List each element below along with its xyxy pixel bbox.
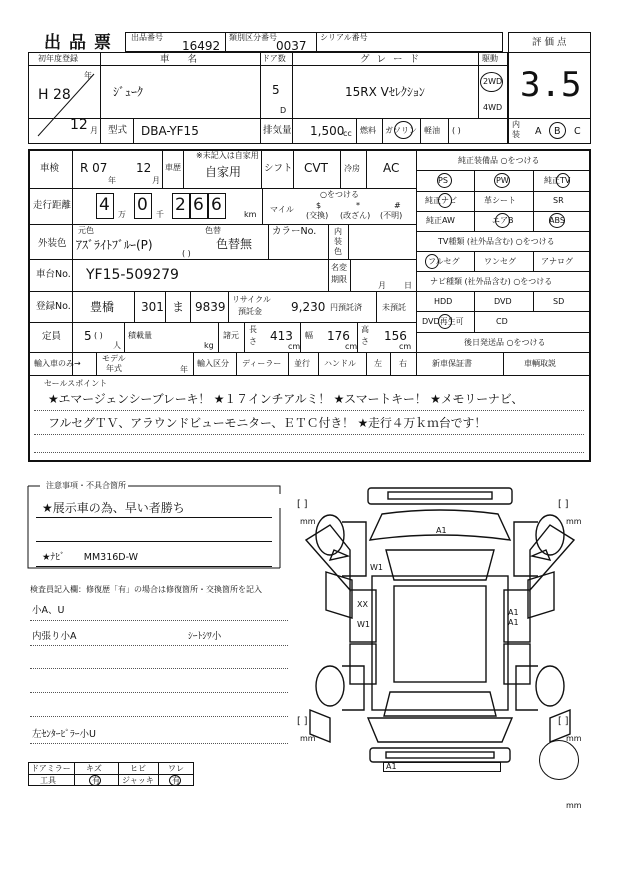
tv-fullseg-circle-mark	[425, 254, 439, 269]
displacement-value: 1,500	[310, 124, 345, 138]
fuel-gas-circle-mark	[394, 121, 413, 139]
equip-pw: PW	[496, 176, 509, 185]
interior-grade-b: B	[554, 126, 561, 137]
width-unit: cm	[345, 342, 358, 351]
doors-label: ドア数	[262, 54, 286, 63]
interior-color-label-2: 装	[334, 237, 342, 246]
shift-value: CVT	[304, 161, 328, 175]
height-label-1: 高	[361, 325, 369, 334]
color-swap-paren: ( )	[182, 249, 191, 258]
recycle-not-deposited: 未預託	[382, 303, 406, 312]
length-unit: cm	[288, 342, 301, 351]
tv-fullseg: フルセグ	[428, 257, 460, 266]
equip-airbag-circle-mark	[495, 213, 510, 228]
length-label-2: さ	[249, 337, 257, 346]
interior-grade-a: A	[535, 126, 542, 137]
first-reg-month-unit: 月	[90, 126, 98, 135]
equip-ps: PS	[438, 176, 448, 185]
interior-label-2: 装	[512, 130, 520, 139]
navi-sd: SD	[553, 297, 565, 306]
chassis-value: YF15-509279	[86, 267, 179, 283]
notes-label: 注意事項・不具合箇所	[46, 481, 126, 490]
spare-tire-unit: mm	[566, 801, 582, 810]
navi-title: ナビ種類 (社外品含む) ○をつける	[430, 277, 553, 286]
interior-color-label-1: 内	[334, 227, 342, 236]
legend-jack: ジャッキ	[122, 776, 154, 785]
diagram-label-a1-rear: A1	[386, 762, 397, 771]
car-name-value: ｼﾞｭｰｸ	[113, 85, 144, 99]
color-swap-label: 色替	[205, 226, 221, 235]
length-label-1: 長	[249, 325, 257, 334]
first-reg-era: H 28	[38, 87, 71, 103]
recycle-label-1: リサイクル	[232, 295, 271, 304]
navi-cd: CD	[496, 317, 508, 326]
handle-right: 右	[399, 359, 407, 368]
interior-color-label-3: 色	[334, 247, 342, 256]
rear-bumper-damage-box	[383, 762, 501, 772]
mileage-km-unit: km	[244, 210, 257, 219]
history-label: 車歴	[165, 163, 181, 172]
legend-jack-circle-mark	[169, 775, 181, 786]
orig-color-value: ｱｽﾞﾗｲﾄﾌﾞﾙｰ(P)	[76, 238, 153, 252]
drive-label: 駆動	[482, 54, 498, 63]
equip-airbag: エアB	[492, 216, 514, 225]
tread-rear-left-unit: mm	[300, 734, 316, 743]
serial-number-label: シリアル番号	[320, 33, 368, 42]
model-label: 型式	[108, 125, 128, 136]
model-year-label-1: モデル	[102, 354, 126, 363]
fuel-other: ( )	[452, 126, 461, 135]
class-number-label: 類別区分番号	[229, 33, 277, 42]
inspector-line-2a: 内張り小A	[32, 631, 77, 642]
length-value: 413	[270, 329, 293, 343]
legend-broken: ワレ	[168, 764, 184, 773]
rename-day: 日	[404, 281, 412, 290]
registration-region: 豊橋	[90, 300, 115, 314]
notes-line-1: ★展示車の為、早い者勝ち	[42, 501, 185, 515]
sales-line-2: フルセグＴＶ、アラウンドビューモニター、ＥＴＣ付き！ ★走行４万ｋｍ台です！	[48, 416, 487, 430]
mileage-digit-1: 4	[99, 195, 110, 215]
exterior-label: 外装色	[38, 238, 67, 249]
legend-tool-circle-mark	[89, 775, 101, 786]
spare-tire-circle	[539, 740, 579, 780]
grade-value: 15RX Vｾﾚｸｼｮﾝ	[345, 85, 425, 99]
score-value: 3.5	[520, 65, 582, 105]
later-warranty: 新車保証書	[432, 359, 472, 368]
legend-mirror: ドアミラー	[31, 764, 71, 773]
color-swap-value: 色替無	[216, 237, 253, 251]
interior-b-circle-mark	[549, 122, 566, 139]
tread-rear-right-unit: mm	[566, 734, 582, 743]
inspector-line-last: 左ｾﾝﾀｰﾋﾟﾗｰ小U	[32, 729, 96, 740]
equip-navi: 純正ナビ	[425, 196, 457, 205]
legend-jack-has: 有	[172, 776, 180, 785]
ac-value: AC	[383, 161, 400, 175]
equip-tv: 純正TV	[544, 176, 571, 185]
later-manual: 車輌取説	[524, 359, 556, 368]
equip-tv-circle-mark	[556, 173, 570, 188]
capacity-paren: ( )	[94, 331, 103, 340]
diagram-label-xx: XX	[357, 600, 368, 609]
ac-label: 冷房	[344, 164, 360, 173]
diagram-label-a1-right-2: A1	[508, 618, 519, 627]
model-year-label-2: 年式	[106, 364, 122, 373]
inspection-month: 12	[136, 161, 152, 175]
equip-pw-circle-mark	[494, 173, 510, 188]
equip-ps-circle-mark	[437, 173, 452, 188]
drive-2wd: 2WD	[483, 77, 503, 86]
height-value: 156	[384, 329, 407, 343]
inspection-label: 車検	[40, 163, 60, 174]
width-value: 176	[327, 329, 350, 343]
height-unit: cm	[399, 342, 412, 351]
mileage-man-unit: 万	[118, 210, 126, 219]
inspection-month-unit: 月	[152, 176, 160, 185]
navi-dvd-circle-mark	[438, 314, 452, 329]
mile-label: マイル	[270, 205, 294, 214]
import-parallel: 並行	[294, 359, 310, 368]
chassis-label: 車台No.	[36, 269, 71, 280]
interior-label-1: 内	[512, 120, 520, 129]
inspector-note: 検査員記入欄：修復歴「有」の場合は修復箇所・交換箇所を記入	[30, 585, 262, 594]
car-name-label: 車名	[160, 54, 216, 65]
diagram-label-a1-right-1: A1	[508, 608, 519, 617]
model-value: DBA-YF15	[141, 124, 199, 138]
diagram-label-w1-left: W1	[370, 563, 383, 572]
drive-2wd-circle-mark	[480, 72, 503, 92]
capacity-unit: 人	[113, 341, 121, 350]
tread-rear-left-bracket: [ ]	[297, 716, 308, 727]
tread-front-left-bracket: [ ]	[297, 499, 308, 510]
handle-label: ハンドル	[324, 359, 356, 368]
mileage-digit-4: 6	[193, 195, 204, 215]
history-value: 自家用	[205, 165, 242, 179]
registration-kana: ま	[172, 300, 185, 314]
recycle-label-2: 預託金	[238, 307, 262, 316]
rename-label-1: 名変	[331, 263, 347, 272]
fuel-gasoline: ガソリン	[385, 126, 417, 135]
capacity-value: 5	[84, 329, 92, 343]
height-label-2: さ	[361, 337, 369, 346]
mileage-label: 走行距離	[33, 200, 72, 211]
mileage-digit-5: 6	[211, 195, 222, 215]
equip-abs: ABS	[549, 216, 565, 225]
first-reg-year-unit: 年	[84, 71, 92, 80]
orig-color-label: 元色	[78, 226, 94, 235]
drive-4wd: 4WD	[483, 103, 503, 112]
tv-title: TV種類 (社外品含む) ○をつける	[438, 237, 555, 246]
width-label: 幅	[305, 331, 313, 340]
first-reg-month: 12	[70, 117, 88, 133]
doors-d: D	[280, 106, 287, 115]
later-title: 後日発送品 ○をつける	[464, 338, 546, 347]
inspector-line-2b: ｼｰﾄｼﾜ小	[188, 631, 222, 642]
navi-dvd: DVD	[494, 297, 512, 306]
equip-aw: 純正AW	[426, 216, 455, 225]
navi-dvd-play: DVD再生可	[422, 317, 464, 326]
import-year-unit: 年	[180, 365, 188, 374]
color-no-label: カラーNo.	[272, 226, 317, 237]
pos-number-label: 出品番号	[131, 33, 163, 42]
registration-class: 301	[141, 300, 164, 314]
equip-navi-circle-mark	[438, 193, 452, 208]
diagram-label-w1-roof: W1	[357, 620, 370, 629]
diagram-label-a1-front: A1	[436, 526, 447, 535]
import-dealer: ディーラー	[242, 359, 282, 368]
history-note: ※未記入は自家用	[196, 151, 259, 160]
import-class-label: 輸入区分	[197, 359, 229, 368]
registration-label: 登録No.	[36, 301, 71, 312]
inspection-year-unit: 年	[108, 176, 116, 185]
tv-oneseg: ワンセグ	[484, 257, 516, 266]
rename-label-2: 期限	[331, 275, 347, 284]
equip-sr: SR	[553, 196, 564, 205]
fuel-diesel: 軽油	[424, 126, 440, 135]
legend-scratch: キズ	[86, 764, 102, 773]
pos-number-value: 16492	[182, 39, 221, 53]
sales-label: セールスポイント	[44, 379, 108, 388]
recycle-deposited: 円預託済	[330, 303, 362, 312]
recycle-amount: 9,230	[291, 300, 326, 314]
inspector-line-1: 小A、U	[32, 605, 65, 616]
tread-front-right-bracket: [ ]	[558, 499, 569, 510]
equipment-title: 純正装備品 ○をつける	[458, 156, 540, 165]
meter-star: *	[356, 201, 360, 210]
meter-dollar: $	[316, 201, 322, 210]
meter-circle-note: ○をつける	[320, 190, 359, 199]
fuel-label: 燃料	[360, 126, 376, 135]
class-number-value: 0037	[276, 39, 307, 53]
tread-front-left-unit: mm	[300, 517, 316, 526]
interior-grade-c: C	[574, 126, 581, 137]
sales-line-1: ★エマージェンシーブレーキ！ ★１７インチアルミ！ ★スマートキー！ ★メモリーナビ、	[48, 392, 524, 406]
rename-month: 月	[378, 281, 386, 290]
meter-hash: #	[394, 201, 401, 210]
legend-crack: ヒビ	[130, 764, 146, 773]
meter-tamper: (改ざん)	[340, 211, 371, 220]
doors-value: 5	[272, 83, 280, 97]
import-label: 輸入車のみ→	[34, 359, 81, 368]
legend-tool-has: 有	[92, 776, 100, 785]
form-title: 出品票	[44, 33, 119, 53]
tread-rear-right-bracket: [ ]	[558, 716, 569, 727]
capacity-label: 定員	[42, 331, 62, 342]
load-label: 積載量	[128, 331, 152, 340]
mileage-digit-3: 2	[175, 195, 186, 215]
inspection-era: R 07	[80, 161, 108, 175]
displacement-unit: cc	[343, 129, 352, 138]
tread-front-right-unit: mm	[566, 517, 582, 526]
handle-left: 左	[374, 359, 382, 368]
mileage-sen-unit: 千	[156, 210, 164, 219]
registration-number: 9839	[195, 300, 226, 314]
legend-tool: 工具	[40, 776, 56, 785]
meter-swap: (交換)	[306, 211, 329, 220]
load-unit: kg	[204, 341, 214, 350]
meter-unknown: (不明)	[380, 211, 403, 220]
first-reg-label: 初年度登録	[38, 54, 78, 63]
dims-label: 諸元	[223, 331, 239, 340]
score-label: 評価点	[532, 37, 570, 48]
mileage-digit-2: 0	[137, 195, 148, 215]
equip-abs-circle-mark	[549, 213, 565, 228]
notes-line-2: ★ﾅﾋﾞ MM316D-W	[42, 552, 139, 563]
shift-label: シフト	[264, 163, 293, 174]
tv-analog: アナログ	[541, 257, 573, 266]
grade-label: グレード	[360, 54, 427, 65]
navi-hdd: HDD	[434, 297, 453, 306]
displacement-label: 排気量	[263, 125, 292, 136]
equip-leather: 革シート	[484, 196, 516, 205]
